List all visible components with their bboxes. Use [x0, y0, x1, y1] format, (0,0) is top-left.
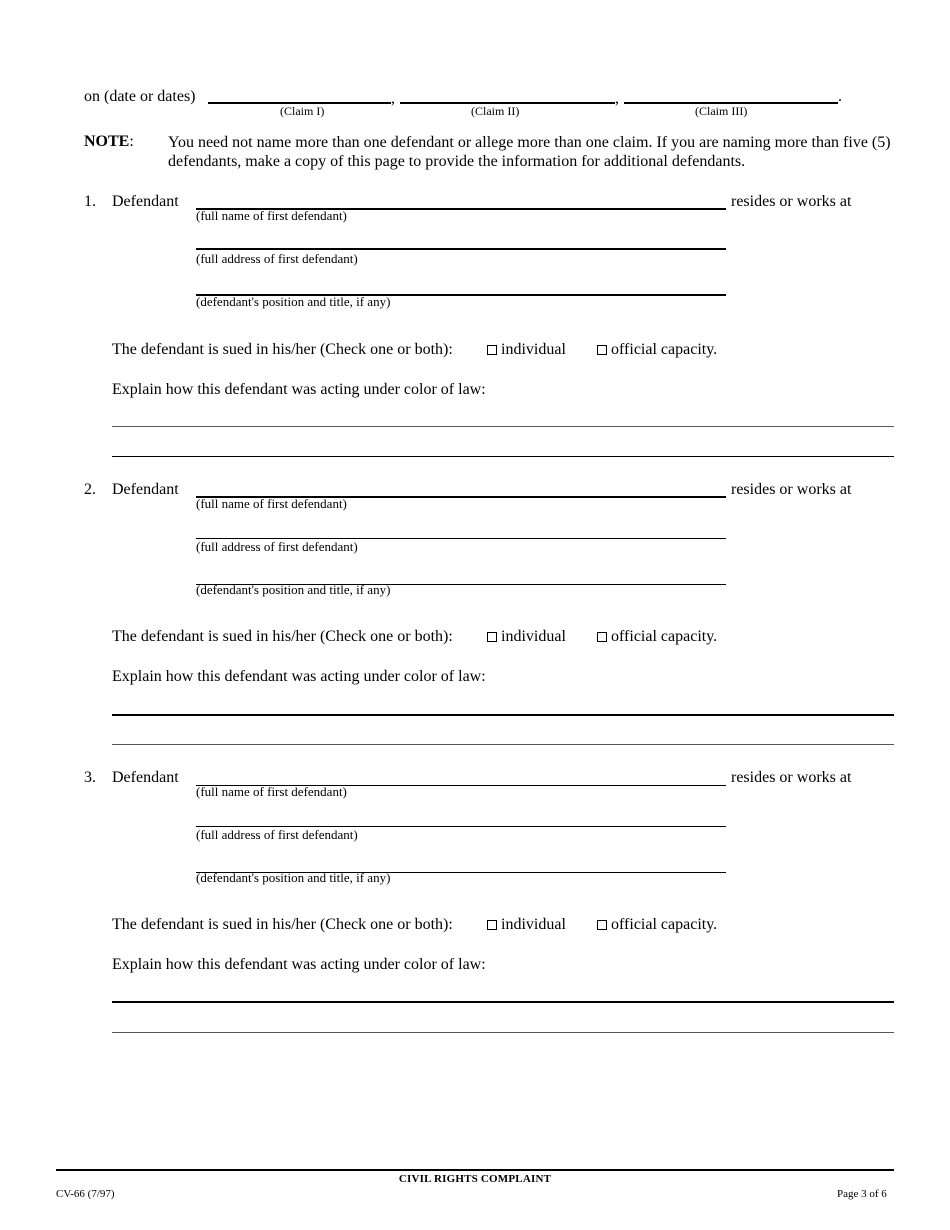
- name-caption: (full name of first defendant): [196, 784, 347, 799]
- date-sep-2: ,: [615, 90, 619, 107]
- sued-text: The defendant is sued in his/her (Check one or both):: [112, 916, 453, 933]
- official-capacity-checkbox[interactable]: [597, 632, 607, 642]
- individual-checkbox[interactable]: [487, 345, 497, 355]
- name-caption: (full name of first defendant): [196, 496, 347, 511]
- defendant-label: Defendant: [112, 481, 179, 498]
- individual-checkbox[interactable]: [487, 632, 497, 642]
- explain-line-1[interactable]: [112, 426, 894, 427]
- explain-text: Explain how this defendant was acting under color of law:: [112, 381, 486, 398]
- explain-line-1[interactable]: [112, 714, 894, 716]
- explain-text: Explain how this defendant was acting under color of law:: [112, 956, 486, 973]
- official-capacity-label: official capacity.: [611, 916, 718, 933]
- page-number: Page 3 of 6: [837, 1188, 887, 1200]
- official-option[interactable]: [597, 628, 717, 646]
- defendant-number: 3.: [84, 769, 96, 786]
- defendant-number: 2.: [84, 481, 96, 498]
- position-caption: (defendant's position and title, if any): [196, 582, 391, 597]
- date-prefix: on (date or dates): [84, 88, 196, 105]
- defendant-label: Defendant: [112, 193, 179, 210]
- position-caption: (defendant's position and title, if any): [196, 294, 391, 309]
- address-caption: (full address of first defendant): [196, 827, 358, 842]
- official-capacity-checkbox[interactable]: [597, 920, 607, 930]
- note-label: NOTE:: [84, 133, 134, 150]
- claim-3-caption: (Claim III): [695, 104, 748, 118]
- official-capacity-label: official capacity.: [611, 341, 718, 358]
- date-sep-1: ,: [391, 90, 395, 107]
- resides-label: resides or works at: [731, 481, 852, 498]
- explain-line-1[interactable]: [112, 1001, 894, 1003]
- defendant-number: 1.: [84, 193, 96, 210]
- individual-option[interactable]: [487, 341, 566, 359]
- note-text: You need not name more than one defendant or allege more than one claim. If you are naming more than five (5) defendants, make a copy of this page to provide the information for additional defendants.: [168, 134, 891, 170]
- explain-line-2[interactable]: [112, 1032, 894, 1033]
- name-caption: (full name of first defendant): [196, 208, 347, 223]
- official-option[interactable]: [597, 916, 717, 934]
- defendant-address-line[interactable]: [196, 248, 726, 250]
- claim-2-caption: (Claim II): [471, 104, 520, 118]
- individual-label: individual: [501, 341, 566, 358]
- explain-line-2[interactable]: [112, 744, 894, 745]
- date-end: .: [838, 88, 842, 105]
- individual-option[interactable]: [487, 916, 566, 934]
- explain-text: Explain how this defendant was acting under color of law:: [112, 668, 486, 685]
- official-capacity-label: official capacity.: [611, 628, 718, 645]
- footer-rule: [56, 1169, 894, 1171]
- sued-text: The defendant is sued in his/her (Check one or both):: [112, 341, 453, 358]
- explain-line-2[interactable]: [112, 456, 894, 457]
- footer-title: CIVIL RIGHTS COMPLAINT: [398, 1173, 552, 1185]
- defendant-label: Defendant: [112, 769, 179, 786]
- claim-1-caption: (Claim I): [280, 104, 325, 118]
- address-caption: (full address of first defendant): [196, 539, 358, 554]
- sued-text: The defendant is sued in his/her (Check one or both):: [112, 628, 453, 645]
- resides-label: resides or works at: [731, 769, 852, 786]
- position-caption: (defendant's position and title, if any): [196, 870, 391, 885]
- individual-label: individual: [501, 628, 566, 645]
- address-caption: (full address of first defendant): [196, 251, 358, 266]
- individual-checkbox[interactable]: [487, 920, 497, 930]
- resides-label: resides or works at: [731, 193, 852, 210]
- individual-label: individual: [501, 916, 566, 933]
- official-option[interactable]: [597, 341, 717, 359]
- individual-option[interactable]: [487, 628, 566, 646]
- form-code: CV-66 (7/97): [56, 1188, 115, 1200]
- official-capacity-checkbox[interactable]: [597, 345, 607, 355]
